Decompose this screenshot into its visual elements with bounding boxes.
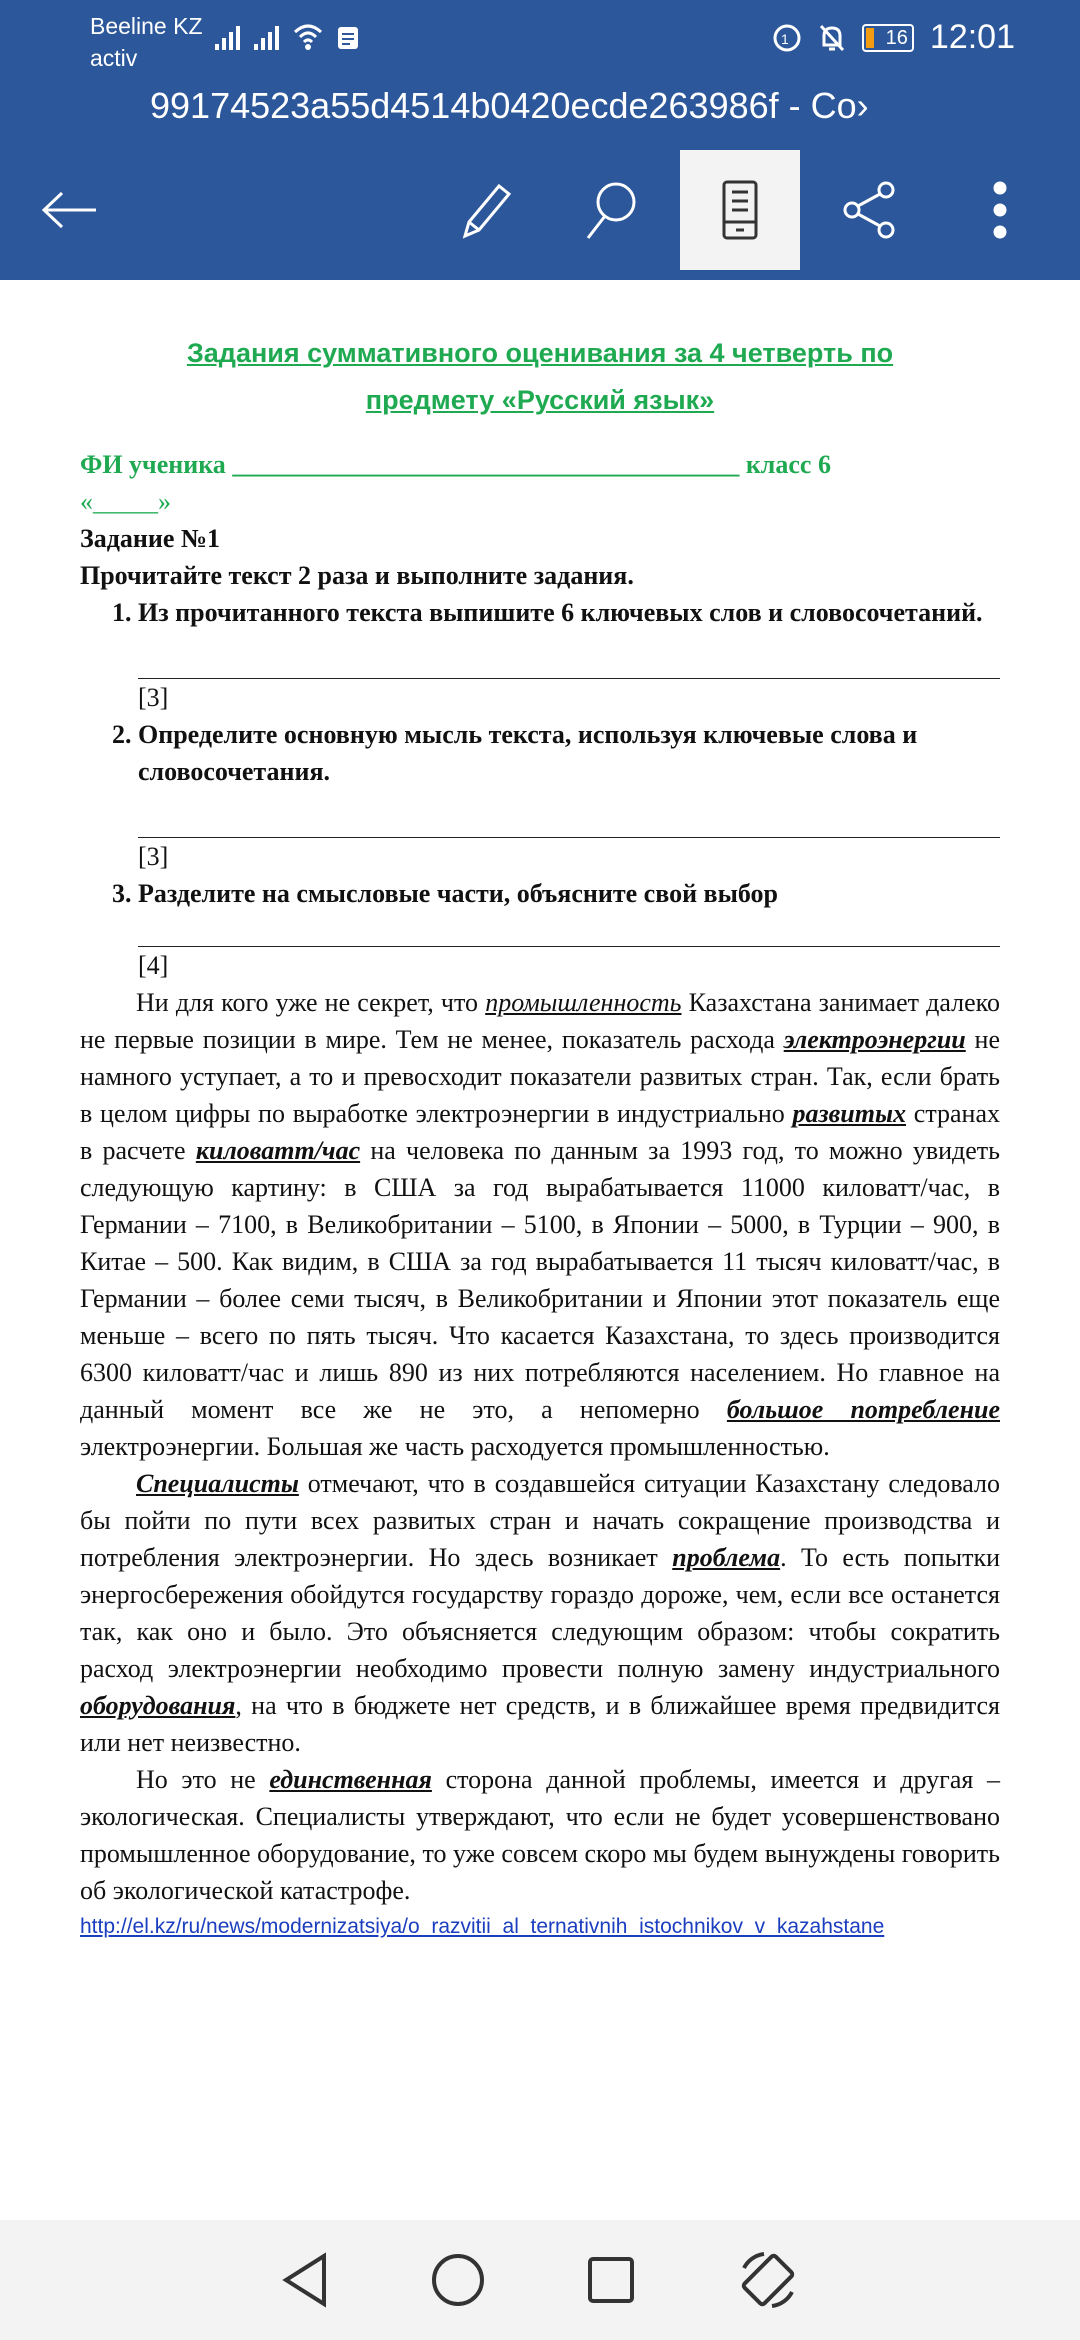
nav-home-icon[interactable] bbox=[430, 2252, 486, 2308]
battery-indicator: 16 bbox=[862, 24, 914, 52]
signal-2-icon bbox=[254, 26, 279, 50]
task-number: Задание №1 bbox=[80, 524, 221, 553]
system-nav-bar bbox=[0, 2220, 1080, 2340]
reading-view-icon bbox=[720, 180, 760, 240]
more-button[interactable] bbox=[950, 150, 1050, 270]
paragraph-1: Ни для кого уже не секрет, что промышленность Казахстана занимает далеко не первые позиции в мире. Тем не менее, показатель расхода электроэнергии не намного уступает, а то и превосходит показатели развитых стран. Так, если брать в целом цифры по выработке электроэнергии в индустриально развитых странах в расчете киловатт/час на человека по данным за 1993 год, то можно увидеть следующую картину: в США за год вырабатывается 11000 киловатт/час, в Германии – 7100, в Великобритании – 5100, в Японии – 5000, в Турции – 900, в Китае – 500. Как видим, в США за год вырабатывается 11 тысяч киловатт/час, в Германии – более семи тысяч, в Великобритании и Японии этот показатель еще меньше – всего по пять тысяч. Что касается Казахстана, то здесь производится 6300 киловатт/час и лишь 890 из них потребляются населением. Но главное на данный момент все же не это, а непомерно большое потребление электроэнергии. Большая же часть расходуется промышленностью. bbox=[80, 988, 1001, 1461]
share-icon bbox=[840, 180, 900, 240]
question-2: 2. Определите основную мысль текста, используя ключевые слова и словосочетания. bbox=[138, 716, 1000, 790]
edit-button[interactable] bbox=[425, 150, 545, 270]
answer-line bbox=[138, 912, 1000, 947]
source-link[interactable]: http://el.kz/ru/news/modernizatsiya/o_razvitii_al_ternativnih_istochnikov_v_kazahstane bbox=[80, 1915, 885, 1938]
notification-icon bbox=[337, 26, 359, 50]
bell-muted-icon bbox=[818, 23, 846, 53]
search-icon bbox=[580, 180, 640, 240]
doc-heading: Задания суммативного оценивания за 4 четверть по предмету «Русский язык» bbox=[186, 338, 894, 415]
signal-icon bbox=[215, 26, 240, 50]
answer-line bbox=[138, 631, 1000, 679]
arrow-left-icon bbox=[40, 190, 100, 230]
nav-back-icon[interactable] bbox=[280, 2252, 330, 2308]
question-1: 1. Из прочитанного текста выпишите 6 ключевых слов и словосочетаний. bbox=[138, 594, 1000, 631]
data-saver-icon bbox=[772, 23, 802, 53]
more-icon bbox=[990, 180, 1010, 240]
carrier-info bbox=[90, 10, 203, 74]
class-line: «_____» bbox=[80, 487, 171, 516]
rotate-screen-icon[interactable] bbox=[736, 2248, 800, 2312]
student-name-line: ФИ ученика _______________________________________ класс 6 bbox=[80, 450, 831, 479]
answer-line bbox=[138, 790, 1000, 838]
question-list-2 bbox=[138, 716, 1000, 790]
search-button[interactable] bbox=[550, 150, 670, 270]
paragraph-2: Специалисты отмечают, что в создавшейся ситуации Казахстану следовало бы пойти по пути всех развитых стран и начать сокращение производства и потребления электроэнергии. Но здесь возникает проблема. То есть попытки энергосбережения обойдутся государству гораздо дороже, чем, если все останется так, как оно и было. Это объясняется следующим образом: чтобы сократить расход электроэнергии необходимо провести полную замену индустриального оборудования, на что в бюджете нет средств, и в ближайшее время предвидится или нет неизвестно. bbox=[80, 1469, 1000, 1757]
reading-view-button[interactable] bbox=[680, 150, 800, 270]
nav-recents-icon[interactable] bbox=[586, 2255, 636, 2305]
share-button[interactable] bbox=[810, 150, 930, 270]
question-list bbox=[138, 594, 1000, 631]
svg-text:1: 1 bbox=[780, 30, 789, 47]
document-title: 99174523a55d4514b0420ecde263986f - Co› bbox=[150, 85, 869, 126]
back-button[interactable] bbox=[20, 150, 120, 270]
document-page bbox=[80, 330, 1000, 1943]
question-list-3 bbox=[138, 875, 1000, 912]
carrier-2: activ bbox=[90, 45, 138, 71]
paragraph-3: Но это не единственная сторона данной проблемы, имеется и другая – экологическая. Специалисты утверждают, что если не будет усовершенствовано промышленное оборудование, то уже совсем скоро мы будем вынуждены говорить об экологической катастрофе. bbox=[80, 1765, 1000, 1905]
clock: 12:01 bbox=[929, 18, 1015, 56]
carrier-1: Beeline KZ bbox=[90, 13, 203, 39]
app-header bbox=[0, 0, 1080, 280]
pencil-icon bbox=[455, 180, 515, 240]
wifi-icon bbox=[293, 22, 323, 50]
points: [3] bbox=[138, 683, 169, 712]
points: [3] bbox=[138, 842, 169, 871]
instruction: Прочитайте текст 2 раза и выполните задания. bbox=[80, 561, 634, 590]
points: [4] bbox=[138, 951, 169, 980]
question-3: 3. Разделите на смысловые части, объясните свой выбор bbox=[138, 875, 1000, 912]
